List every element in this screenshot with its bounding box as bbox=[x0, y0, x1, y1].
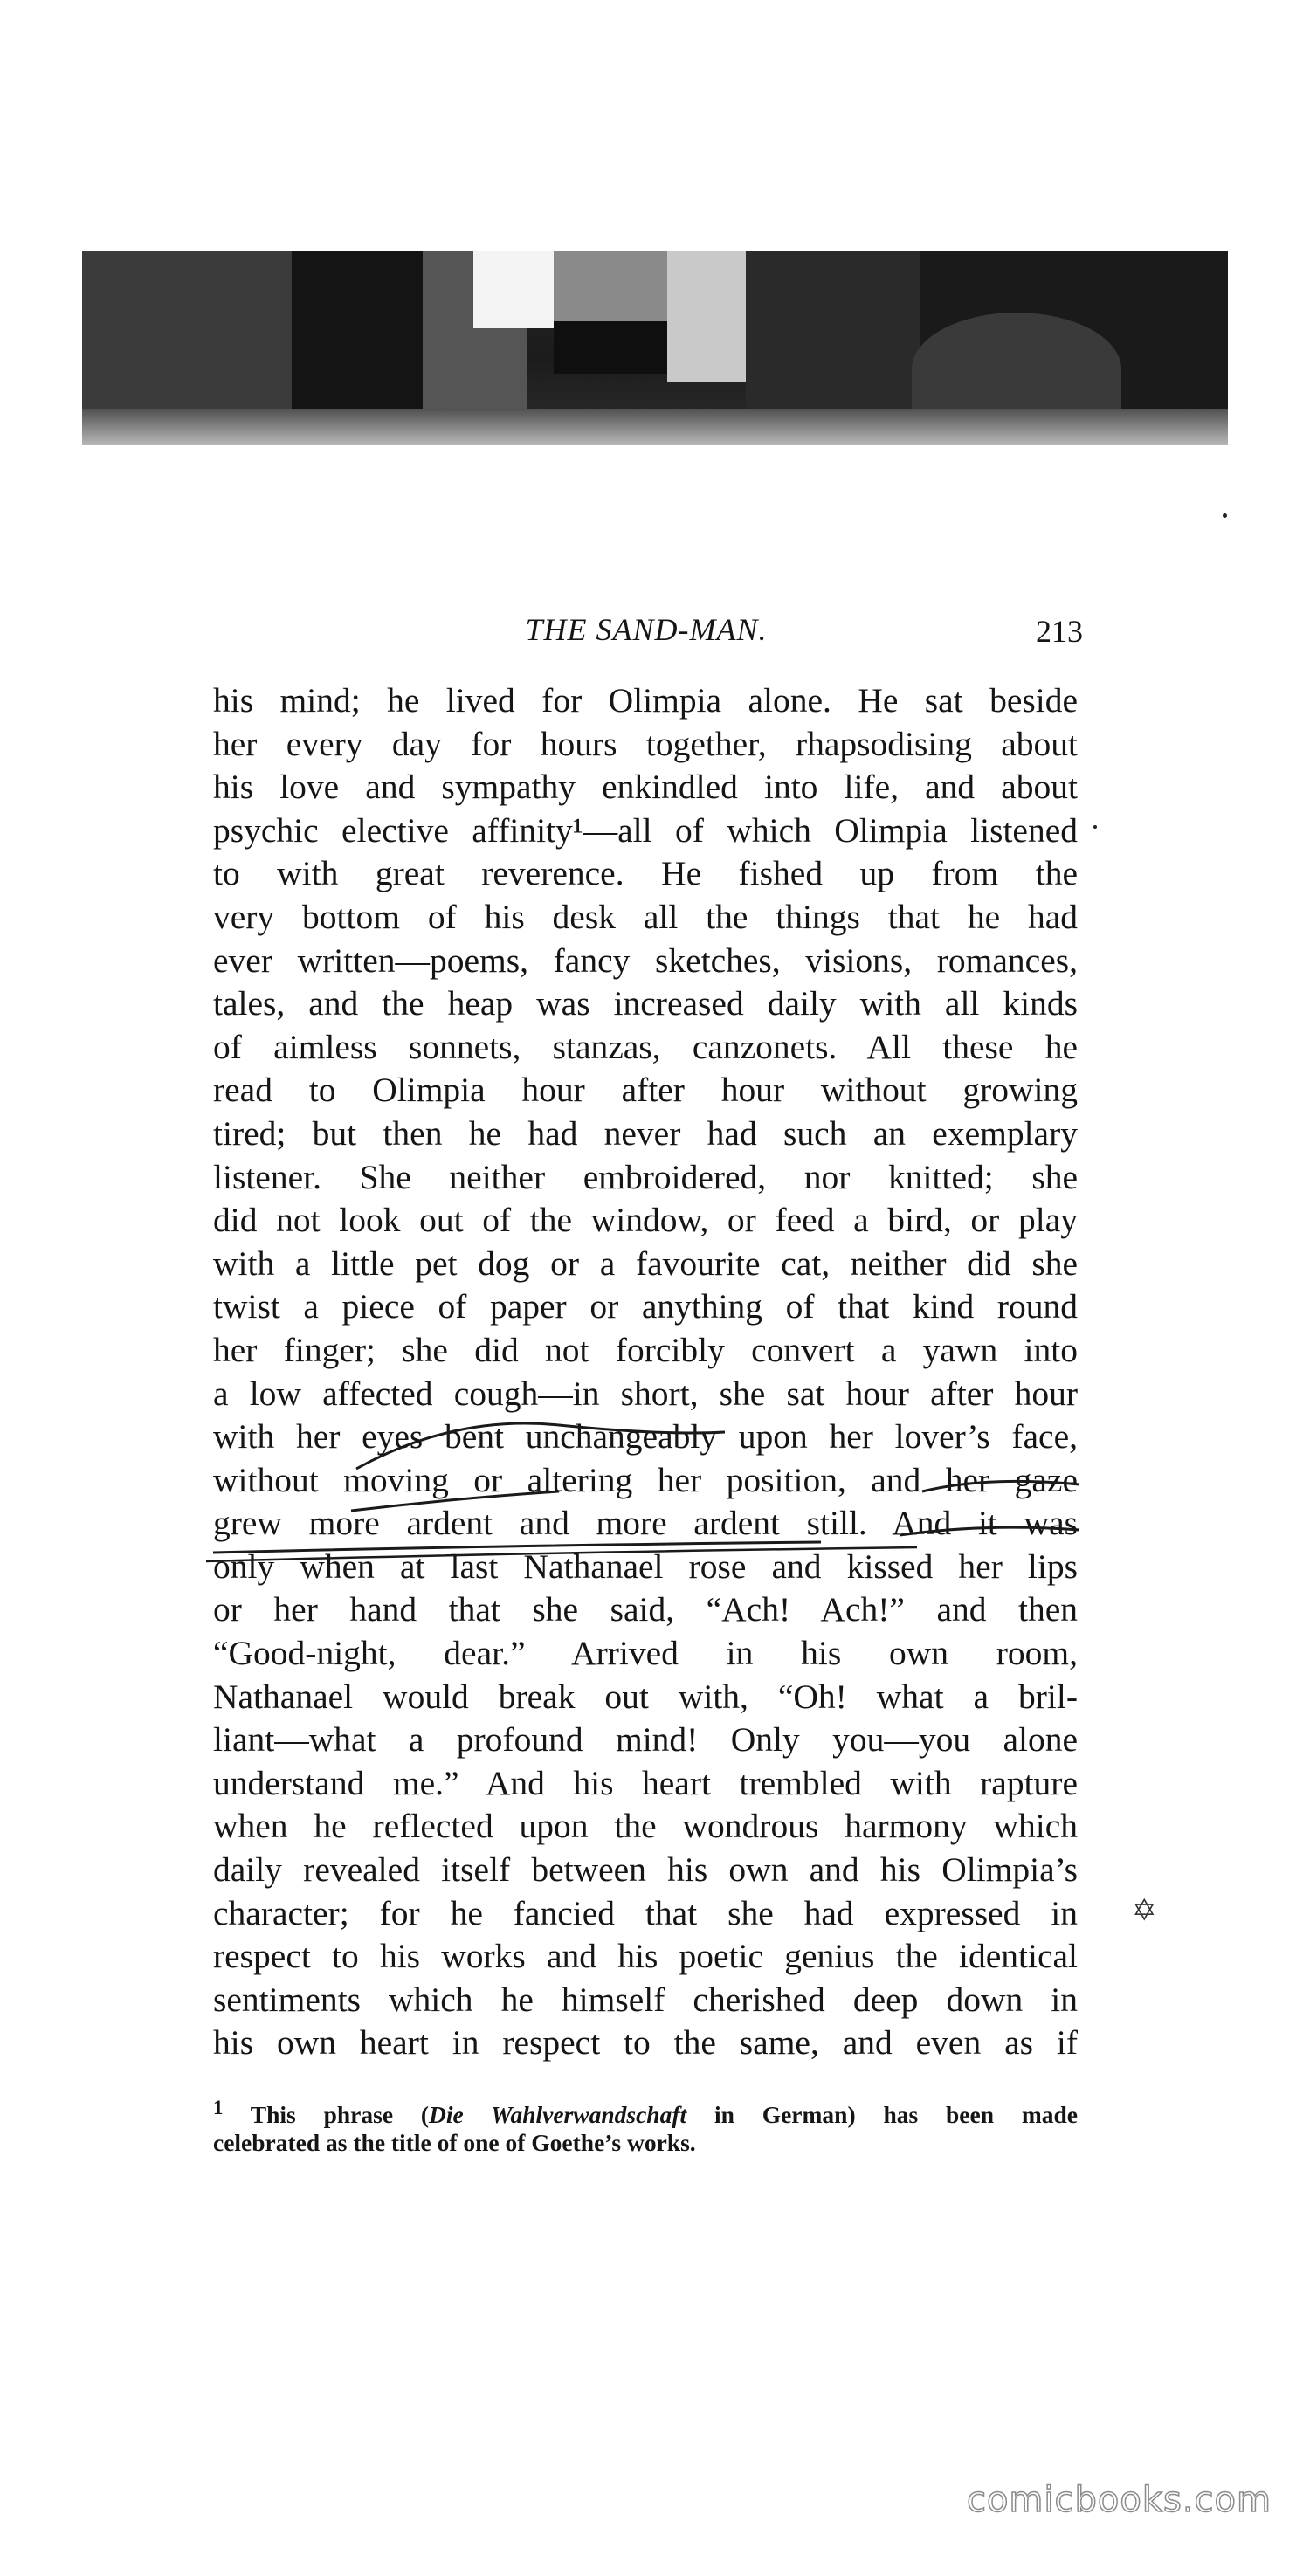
page-header bbox=[210, 611, 1083, 655]
text-line: with a little pet dog or a favourite cat, neither did she bbox=[213, 1243, 1078, 1283]
text-line: daily revealed itself between his own and his Olimpia’s bbox=[213, 1850, 1078, 1890]
text-line: understand me.” And his heart trembled with rapture bbox=[213, 1763, 1078, 1802]
footnote-text: This phrase ( bbox=[250, 2101, 430, 2129]
star-icon: ✡ bbox=[1132, 1895, 1157, 1927]
text-line: ever written—poems, fancy sketches, visions, romances, bbox=[213, 940, 1078, 980]
text-line: his love and sympathy enkindled into life, and about bbox=[213, 768, 1078, 807]
body-text bbox=[213, 679, 1078, 2065]
text-line: did not look out of the window, or feed a bird, or play bbox=[213, 1201, 1078, 1240]
text-line: read to Olimpia hour after hour without growing bbox=[213, 1071, 1078, 1110]
text-line: character; for he fancied that she had expressed in bbox=[213, 1893, 1078, 1932]
text-line: when he reflected upon the wondrous harmony which bbox=[213, 1807, 1078, 1846]
text-line: her every day for hours together, rhapsodising about bbox=[213, 724, 1078, 763]
running-title: THE SAND-MAN. bbox=[525, 612, 768, 647]
text-line: or her hand that she said, “Ach! Ach!” and then bbox=[213, 1590, 1078, 1629]
text-line: only when at last Nathanael rose and kissed her lips bbox=[213, 1546, 1078, 1586]
text-line: his own heart in respect to the same, and even as if bbox=[213, 2023, 1078, 2063]
text-line: very bottom of his desk all the things that he had bbox=[213, 897, 1078, 936]
photo-region bbox=[473, 251, 554, 328]
text-line: of aimless sonnets, stanzas, canzonets. All these he bbox=[213, 1027, 1078, 1066]
text-line: psychic elective affinity¹—all of which Olimpia listened bbox=[213, 810, 1078, 850]
text-line: grew more ardent and more ardent still. And it was bbox=[213, 1504, 1078, 1543]
text-line: his mind; he lived for Olimpia alone. He sat beside bbox=[213, 681, 1078, 720]
text-line: liant—what a profound mind! Only you—you alone bbox=[213, 1720, 1078, 1760]
text-line: twist a piece of paper or anything of that kind round bbox=[213, 1287, 1078, 1326]
text-line: her finger; she did not forcibly convert a yawn into bbox=[213, 1330, 1078, 1369]
footnote-line bbox=[213, 2090, 1078, 2129]
scan-speck bbox=[1093, 825, 1097, 829]
text-line: with her eyes bent unchangeably upon her lover’s face, bbox=[213, 1417, 1078, 1457]
footnote-line: celebrated as the title of one of Goethe’s works. bbox=[213, 2129, 696, 2156]
text-line: tales, and the heap was increased daily with all kinds bbox=[213, 984, 1078, 1023]
scan-speck bbox=[1223, 513, 1227, 518]
text-line: respect to his works and his poetic genius the identical bbox=[213, 1937, 1078, 1976]
photo-region bbox=[82, 409, 1228, 445]
text-line: “Good-night, dear.” Arrived in his own room, bbox=[213, 1634, 1078, 1673]
page-number: 213 bbox=[1036, 614, 1083, 649]
text-line: without moving or altering her position, and her gaze bbox=[213, 1460, 1078, 1499]
watermark: comicbooks.com bbox=[966, 2480, 1272, 2520]
photo-region bbox=[554, 321, 667, 374]
footnote-marker: 1 bbox=[213, 2097, 224, 2118]
photo-region bbox=[667, 251, 746, 382]
scanned-photo-strip bbox=[82, 251, 1228, 445]
text-line: Nathanael would break out with, “Oh! what a bril- bbox=[213, 1677, 1078, 1716]
text-line: tired; but then he had never had such an exemplary bbox=[213, 1113, 1078, 1153]
footnote bbox=[213, 2090, 1078, 2160]
footnote-text: in German) has been made bbox=[686, 2101, 1078, 2129]
text-line: to with great reverence. He fished up from the bbox=[213, 854, 1078, 893]
photo-region bbox=[554, 251, 667, 321]
text-line: sentiments which he himself cherished deep down in bbox=[213, 1980, 1078, 2019]
text-line: a low affected cough—in short, she sat hour after hour bbox=[213, 1374, 1078, 1413]
footnote-title: Die Wahlverwandschaft bbox=[429, 2101, 687, 2129]
text-line: listener. She neither embroidered, nor knitted; she bbox=[213, 1157, 1078, 1196]
